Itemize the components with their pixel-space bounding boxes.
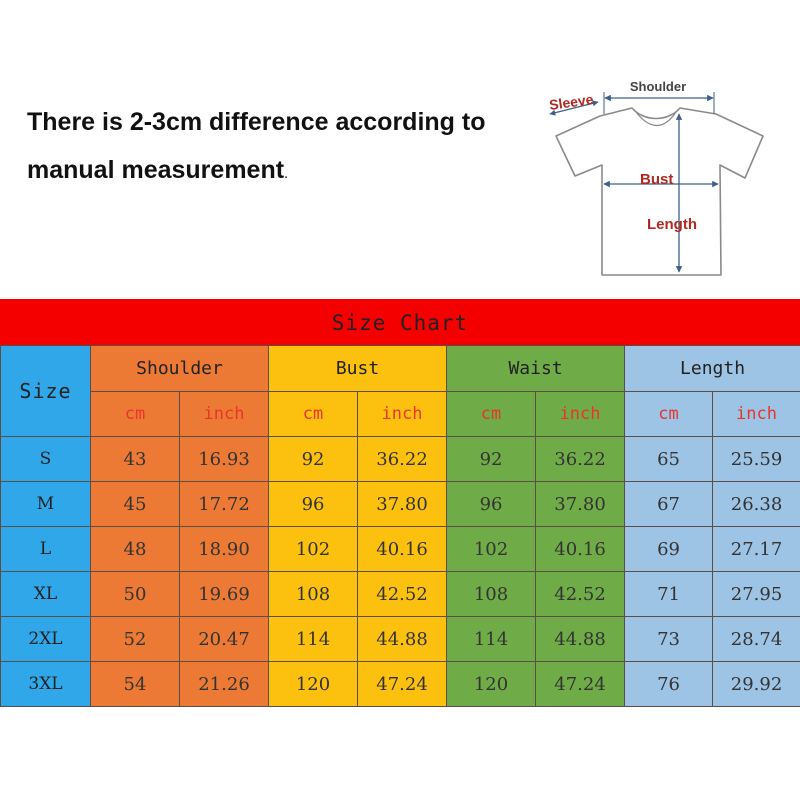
- length-inch-header: inch: [713, 392, 800, 437]
- length-label: Length: [647, 216, 697, 233]
- size-table: [0, 345, 800, 707]
- shoulder-cm-cell: 50: [91, 572, 180, 617]
- size-row: [1, 482, 800, 527]
- tshirt-diagram: [540, 72, 800, 282]
- size-label: L: [1, 527, 91, 572]
- bust-inch-cell: 36.22: [358, 437, 447, 482]
- length-inch-cell: 25.59: [713, 437, 800, 482]
- bust-cm-cell: 92: [269, 437, 358, 482]
- bust-cm-header: cm: [269, 392, 358, 437]
- size-row: [1, 662, 800, 707]
- waist-inch-cell: 37.80: [536, 482, 625, 527]
- length-cm-cell: 65: [625, 437, 713, 482]
- size-row: [1, 437, 800, 482]
- waist-cm-header: cm: [447, 392, 536, 437]
- unit-header-row: [1, 392, 800, 437]
- size-row: [1, 527, 800, 572]
- measurement-note-period: .: [284, 165, 289, 182]
- waist-inch-cell: 36.22: [536, 437, 625, 482]
- size-label: 2XL: [1, 617, 91, 662]
- waist-cm-cell: 114: [447, 617, 536, 662]
- length-inch-cell: 26.38: [713, 482, 800, 527]
- length-inch-cell: 27.17: [713, 527, 800, 572]
- bust-label: Bust: [640, 171, 674, 188]
- size-label: S: [1, 437, 91, 482]
- length-cm-header: cm: [625, 392, 713, 437]
- length-cm-cell: 76: [625, 662, 713, 707]
- shoulder-inch-header: inch: [180, 392, 269, 437]
- waist-header: Waist: [447, 346, 625, 392]
- length-cm-cell: 67: [625, 482, 713, 527]
- length-inch-cell: 27.95: [713, 572, 800, 617]
- shoulder-inch-cell: 21.26: [180, 662, 269, 707]
- size-label: 3XL: [1, 662, 91, 707]
- length-cm-cell: 71: [625, 572, 713, 617]
- waist-inch-cell: 40.16: [536, 527, 625, 572]
- waist-inch-cell: 42.52: [536, 572, 625, 617]
- bust-inch-cell: 47.24: [358, 662, 447, 707]
- bust-cm-cell: 102: [269, 527, 358, 572]
- size-row: [1, 617, 800, 662]
- shoulder-cm-cell: 45: [91, 482, 180, 527]
- bust-inch-header: inch: [358, 392, 447, 437]
- size-table-body: [1, 346, 800, 707]
- bust-cm-cell: 96: [269, 482, 358, 527]
- shoulder-header: Shoulder: [91, 346, 269, 392]
- shoulder-cm-header: cm: [91, 392, 180, 437]
- bust-cm-cell: 114: [269, 617, 358, 662]
- size-chart-title: Size Chart: [331, 311, 469, 335]
- bust-cm-cell: 120: [269, 662, 358, 707]
- shoulder-inch-cell: 19.69: [180, 572, 269, 617]
- measurement-note-text: manual measurement: [27, 156, 285, 184]
- length-inch-cell: 28.74: [713, 617, 800, 662]
- waist-cm-cell: 120: [447, 662, 536, 707]
- shoulder-inch-cell: 16.93: [180, 437, 269, 482]
- length-cm-cell: 73: [625, 617, 713, 662]
- measurement-note-line2: [27, 156, 288, 185]
- shoulder-cm-cell: 48: [91, 527, 180, 572]
- length-inch-cell: 29.92: [713, 662, 800, 707]
- group-header-row: [1, 346, 800, 392]
- sleeve-label: Sleeve: [548, 90, 595, 113]
- shoulder-cm-cell: 52: [91, 617, 180, 662]
- size-label: XL: [1, 572, 91, 617]
- length-header: Length: [625, 346, 800, 392]
- length-cm-cell: 69: [625, 527, 713, 572]
- size-chart: [0, 299, 800, 709]
- bust-header: Bust: [269, 346, 447, 392]
- size-label: M: [1, 482, 91, 527]
- size-header: Size: [1, 346, 91, 437]
- waist-inch-header: inch: [536, 392, 625, 437]
- shoulder-cm-cell: 43: [91, 437, 180, 482]
- waist-cm-cell: 96: [447, 482, 536, 527]
- bust-inch-cell: 37.80: [358, 482, 447, 527]
- bust-inch-cell: 42.52: [358, 572, 447, 617]
- waist-inch-cell: 47.24: [536, 662, 625, 707]
- shoulder-label: Shoulder: [629, 79, 687, 94]
- shoulder-cm-cell: 54: [91, 662, 180, 707]
- waist-cm-cell: 102: [447, 527, 536, 572]
- measurement-note-line1: There is 2-3cm difference according to: [27, 108, 486, 136]
- waist-cm-cell: 108: [447, 572, 536, 617]
- shoulder-inch-cell: 20.47: [180, 617, 269, 662]
- tshirt-outline: [556, 108, 763, 275]
- shoulder-inch-cell: 18.90: [180, 527, 269, 572]
- bust-inch-cell: 40.16: [358, 527, 447, 572]
- waist-inch-cell: 44.88: [536, 617, 625, 662]
- shoulder-inch-cell: 17.72: [180, 482, 269, 527]
- bust-inch-cell: 44.88: [358, 617, 447, 662]
- bust-cm-cell: 108: [269, 572, 358, 617]
- size-row: [1, 572, 800, 617]
- waist-cm-cell: 92: [447, 437, 536, 482]
